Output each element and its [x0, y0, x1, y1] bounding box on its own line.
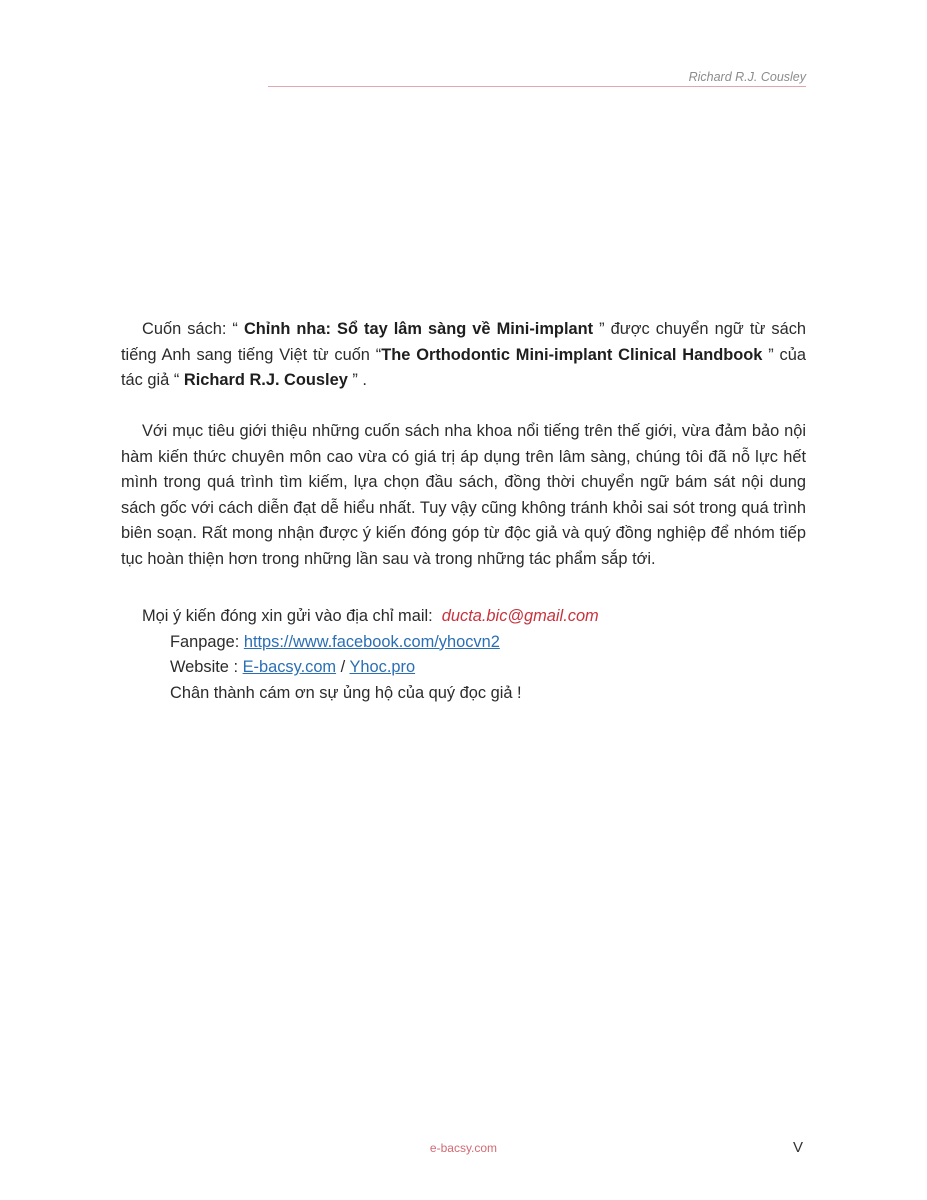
intro-text-4: ” . [347, 371, 367, 390]
vietnamese-title: Chỉnh nha: Sổ tay lâm sàng về Mini-implant [243, 320, 594, 338]
website-label: Website : [170, 658, 243, 677]
running-header-author: Richard R.J. Cousley [688, 70, 806, 84]
intro-text-1: Cuốn sách: “ [142, 320, 244, 338]
intro-text-2: ” được chuyển ngữ từ sách tiếng Anh sang tiếng Việt từ cuốn “ [121, 320, 807, 364]
fanpage-line [142, 630, 599, 656]
website-separator: / [336, 658, 350, 677]
mail-label: Mọi ý kiến đóng xin gửi vào địa chỉ mail: [142, 607, 433, 625]
email-address[interactable]: ducta.bic@gmail.com [441, 607, 599, 625]
header-divider [268, 86, 806, 87]
mail-line [142, 604, 599, 630]
paragraph-book-intro [121, 317, 806, 394]
author-name: Richard R.J. Cousley [183, 371, 348, 390]
intro-text-3: ” của tác giả “ [121, 345, 806, 390]
original-title: The Orthodontic Mini-implant Clinical Handbook [381, 345, 763, 364]
website-link-ebacsy[interactable]: E-bacsy.com [242, 658, 337, 677]
website-line [142, 655, 599, 681]
page-number: V [793, 1139, 804, 1156]
paragraph-goal: Với mục tiêu giới thiệu những cuốn sách nha khoa nổi tiếng trên thế giới, vừa đảm bảo nội hàm kiến thức chuyên môn cao vừa có giá trị áp dụng trên lâm sàng, chúng tôi đã nỗ lực hết mình trong quá trình tìm kiếm, lựa chọn đầu sách, đồng thời chuyển ngữ bám sát nội dung sách gốc với cách diễn đạt dễ hiểu nhất. Tuy vậy cũng không tránh khỏi sai sót trong quá trình biên soạn. Rất mong nhận được ý kiến đóng góp từ độc giả và quý đồng nghiệp để nhóm tiếp tục hoàn thiện hơn trong những lần sau và trong những tác phẩm sắp tới. [121, 422, 806, 568]
thanks-line: Chân thành cám ơn sự ủng hộ của quý đọc giả ! [170, 683, 522, 702]
fanpage-label: Fanpage: [170, 632, 244, 651]
website-link-yhoc[interactable]: Yhoc.pro [349, 658, 416, 677]
fanpage-link[interactable]: https://www.facebook.com/yhocvn2 [243, 632, 500, 651]
footer-site: e-bacsy.com [429, 1141, 498, 1155]
contact-block [142, 604, 599, 706]
